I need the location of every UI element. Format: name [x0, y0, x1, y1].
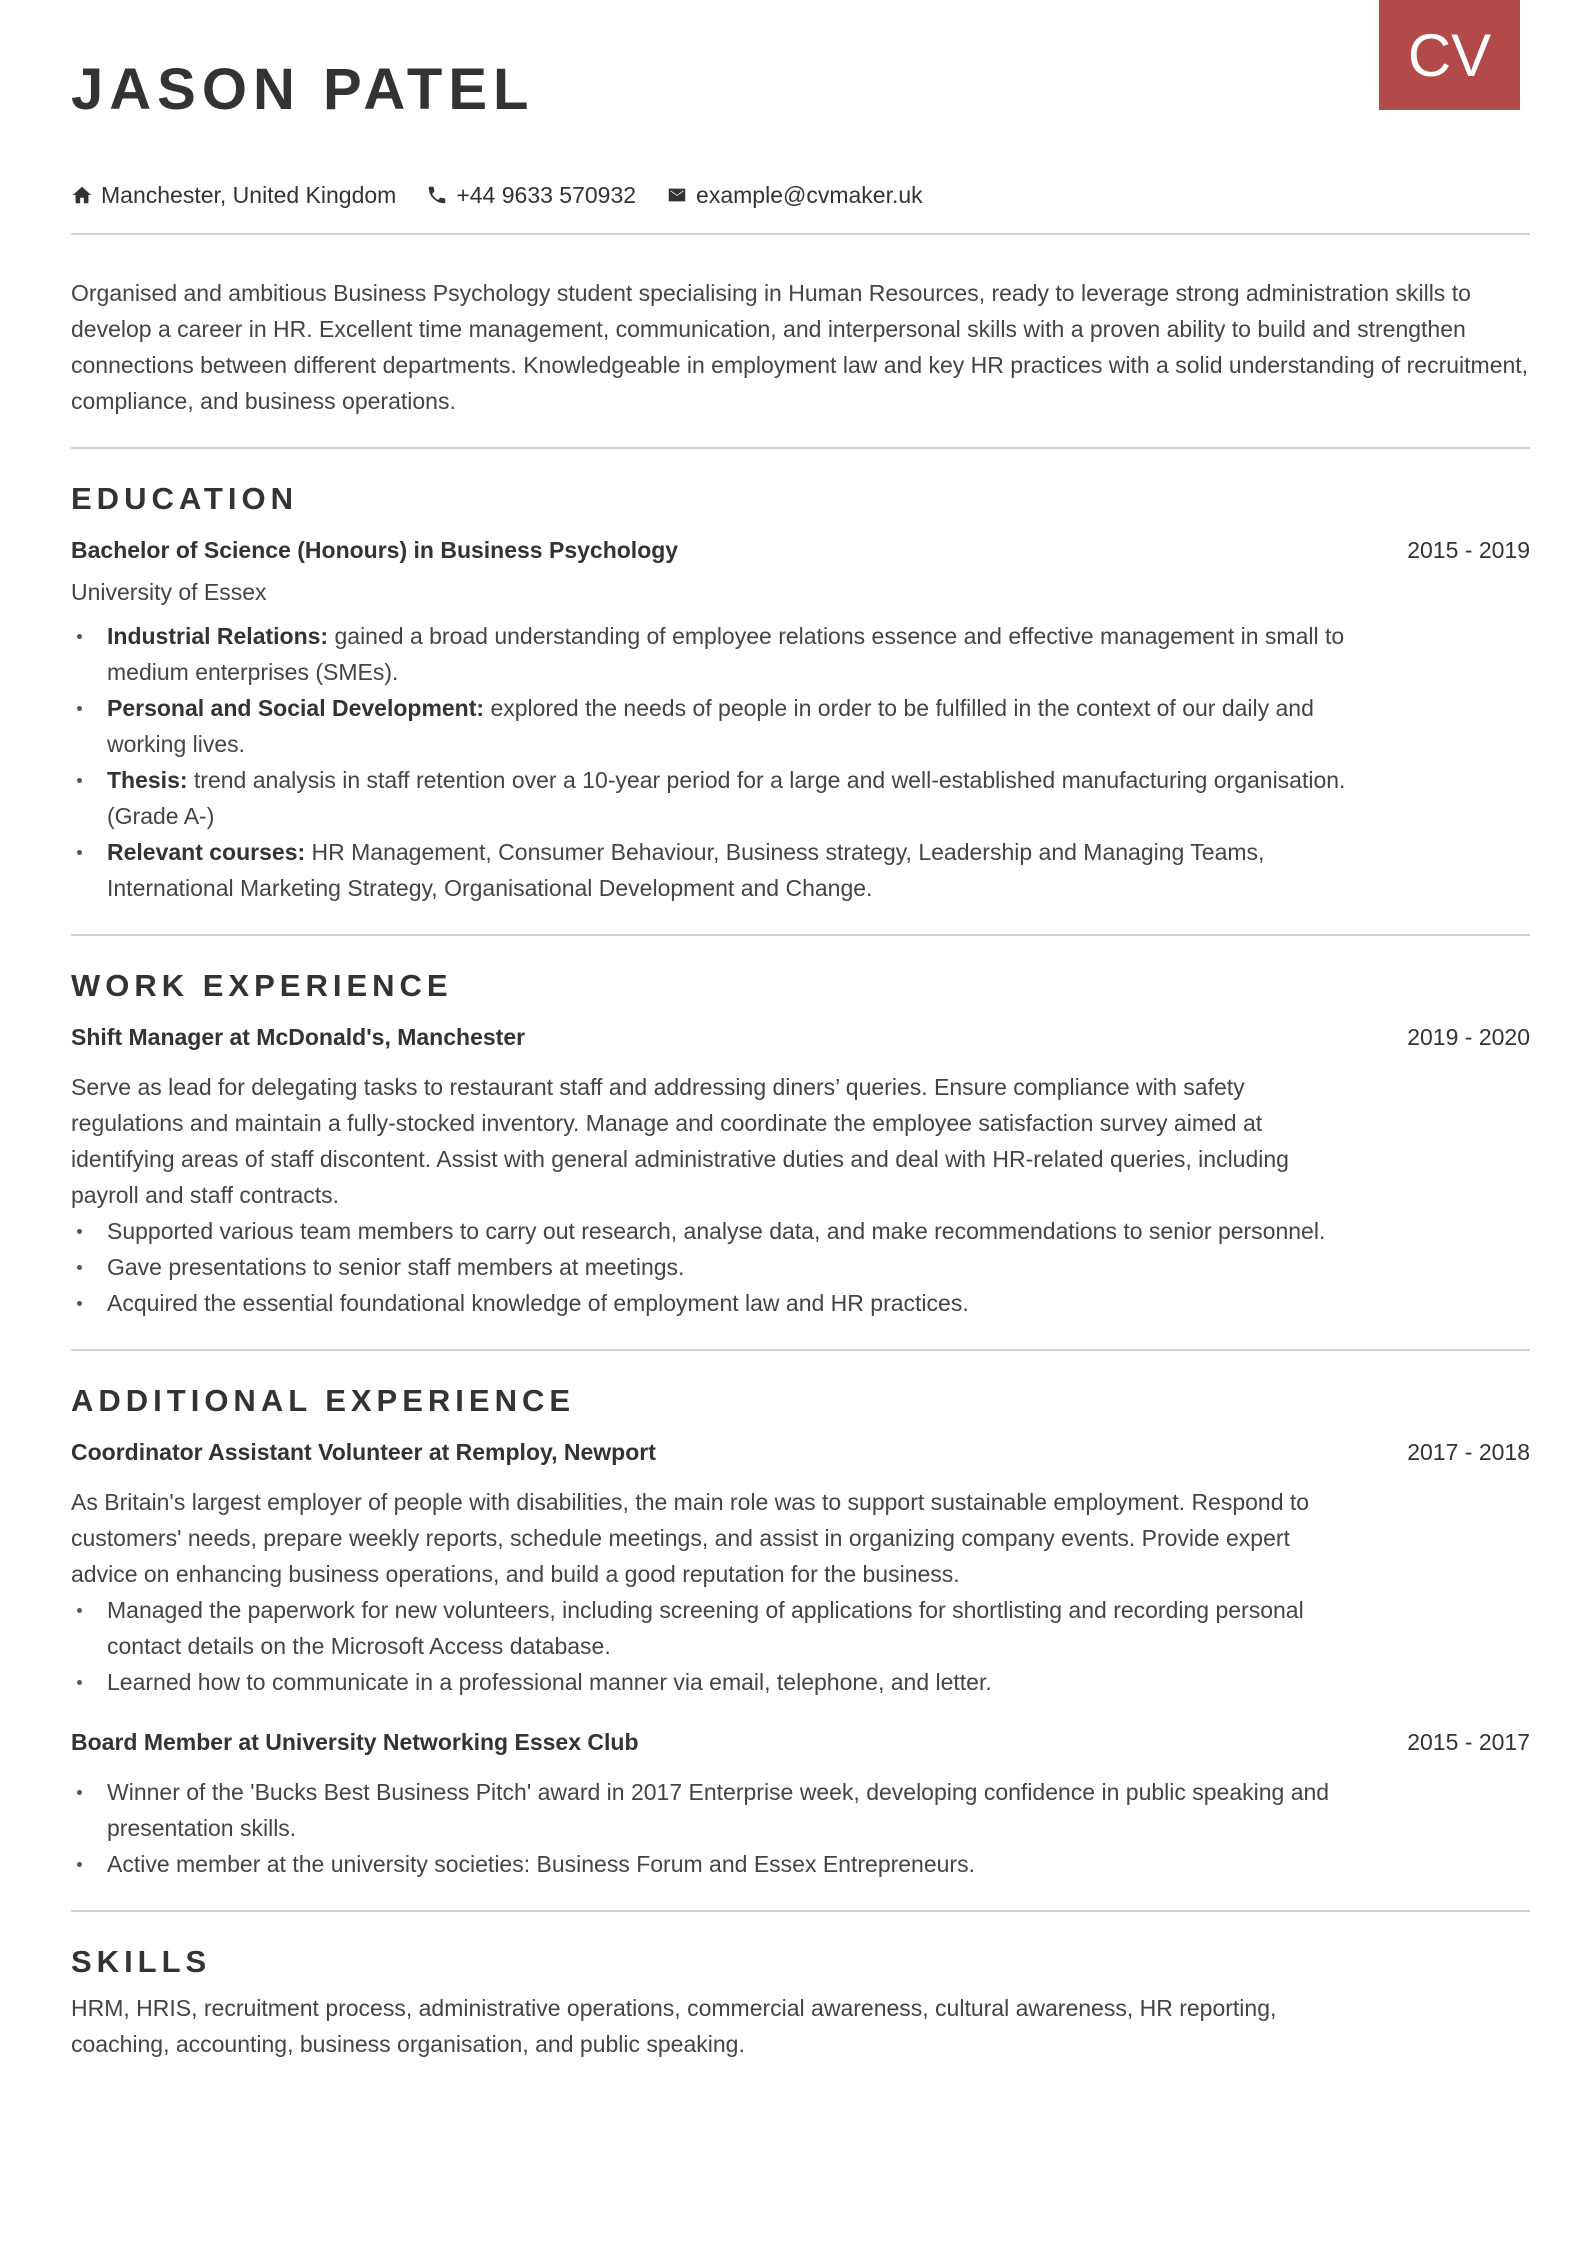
degree-title: Bachelor of Science (Honours) in Business Psychology [71, 537, 679, 563]
resume-page [71, 0, 1530, 2062]
school-name: University of Essex [71, 579, 267, 605]
divider [71, 1349, 1530, 1351]
location-text: Manchester, United Kingdom [101, 182, 397, 208]
education-section [71, 479, 1530, 906]
contact-phone [426, 180, 636, 210]
education-bullets [71, 618, 1351, 906]
job-title: Board Member at University Networking Essex Club [71, 1729, 639, 1755]
email-text: example@cvmaker.uk [696, 182, 923, 208]
profile-summary: Organised and ambitious Business Psychology student specialising in Human Resources, ready to leverage strong administration skills to develop a career in HR. Excellent time management, communication, and interpersonal skills with a proven ability to build and strengthen connections between different departments. Knowledgeable in employment law and key HR practices with a solid understanding of recruitment, compliance, and business operations. [71, 280, 1529, 414]
entry-date: 2017 - 2018 [1407, 1439, 1530, 1465]
job-description: Serve as lead for delegating tasks to restaurant staff and addressing diners’ queries. Ensure compliance with safety regulations and maintain a fully-stocked inventory. Manage and coordinate the employee satisfaction survey aimed at identifying areas of staff discontent. Assist with general administrative duties and deal with HR-related queries, including payroll and staff contracts. [71, 1074, 1289, 1208]
divider [71, 934, 1530, 936]
candidate-name: JASON PATEL [71, 57, 535, 122]
list-item: Gave presentations to senior staff members at meetings. [107, 1249, 1351, 1285]
list-item: Thesis: trend analysis in staff retention over a 10-year period for a large and well-established manufacturing organisation. (Grade A-) [107, 762, 1351, 834]
list-item: Industrial Relations: gained a broad understanding of employee relations essence and effective management in small to medium enterprises (SMEs). [107, 618, 1351, 690]
section-heading: WORK EXPERIENCE [71, 968, 453, 1003]
divider [71, 447, 1530, 449]
divider [71, 233, 1530, 235]
home-icon [71, 184, 93, 206]
job-description: As Britain's largest employer of people with disabilities, the main role was to support sustainable employment. Respond to customers' needs, prepare weekly reports, schedule meetings, and assist in organizing company events. Provide expert advice on enhancing business operations, and build a good reputation for the business. [71, 1489, 1310, 1587]
list-item: Supported various team members to carry out research, analyse data, and make recommendations to senior personnel. [107, 1213, 1351, 1249]
phone-text: +44 9633 570932 [456, 182, 637, 208]
entry-date: 2015 - 2017 [1407, 1729, 1530, 1755]
contact-email [666, 180, 923, 210]
skills-section [71, 1942, 1530, 2062]
additional-experience-section [71, 1381, 1530, 1882]
work-bullets [71, 1213, 1351, 1321]
entry-header [71, 1019, 1530, 1055]
section-heading: ADDITIONAL EXPERIENCE [71, 1383, 576, 1418]
entry-bullets [71, 1774, 1351, 1882]
phone-icon [426, 184, 448, 206]
skills-text: HRM, HRIS, recruitment process, administrative operations, commercial awareness, cultural awareness, HR reporting, coaching, accounting, business organisation, and public speaking. [71, 1995, 1277, 2057]
list-item: Learned how to communicate in a professional manner via email, telephone, and letter. [107, 1664, 1351, 1700]
list-item: Personal and Social Development: explored the needs of people in order to be fulfilled in the context of our daily and working lives. [107, 690, 1351, 762]
job-title: Coordinator Assistant Volunteer at Remploy, Newport [71, 1439, 656, 1465]
section-heading: SKILLS [71, 1944, 212, 1979]
list-item: Managed the paperwork for new volunteers, including screening of applications for shortlisting and recording personal contact details on the Microsoft Access database. [107, 1592, 1351, 1664]
list-item: Acquired the essential foundational knowledge of employment law and HR practices. [107, 1285, 1351, 1321]
contact-info [71, 180, 1530, 210]
section-heading: EDUCATION [71, 481, 298, 516]
list-item: Relevant courses: HR Management, Consumer Behaviour, Business strategy, Leadership and Managing Teams, International Marketing Strategy, Organisational Development and Change. [107, 834, 1351, 906]
entry-date: 2015 - 2019 [1407, 537, 1530, 563]
list-item: Winner of the 'Bucks Best Business Pitch' award in 2017 Enterprise week, developing confidence in public speaking and presentation skills. [107, 1774, 1351, 1846]
list-item: Active member at the university societies: Business Forum and Essex Entrepreneurs. [107, 1846, 1351, 1882]
entry-header [71, 532, 1530, 568]
entry-header [71, 1724, 1530, 1760]
entry-header [71, 1434, 1530, 1470]
mail-icon [666, 184, 688, 206]
divider [71, 1910, 1530, 1912]
job-title: Shift Manager at McDonald's, Manchester [71, 1024, 526, 1050]
work-experience-section [71, 966, 1530, 1321]
contact-location [71, 180, 396, 210]
cv-logo-badge: CV [1379, 0, 1520, 110]
entry-bullets [71, 1592, 1351, 1700]
entry-date: 2019 - 2020 [1407, 1024, 1530, 1050]
